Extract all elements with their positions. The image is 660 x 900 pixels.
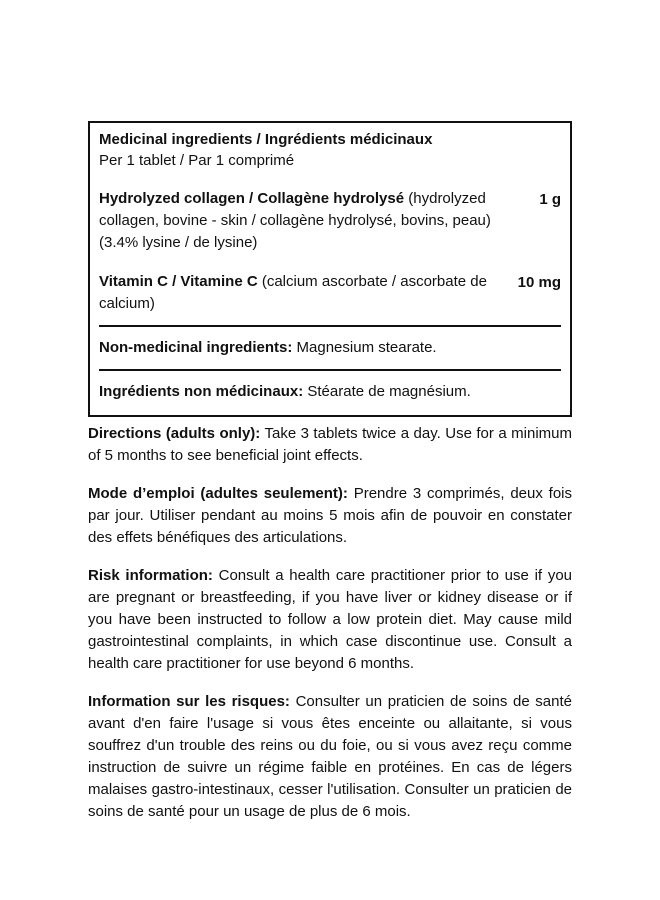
- medicinal-ingredients-panel: [88, 121, 572, 417]
- ingredient-detail: (calcium ascorbate / ascorbate de calcium): [99, 273, 487, 312]
- non-medicinal-fr: [99, 381, 561, 403]
- divider: [99, 369, 561, 371]
- section-text: Prendre 3 comprimés, deux fois par jour. Utiliser pendant au moins 5 mois afin de pouvoir en constater des effets bénéfiques des articulations.: [88, 485, 572, 546]
- section-text: Consult a health care practitioner prior to use if you are pregnant or breastfeeding, if you have liver or kidney disease or if you have been instructed to follow a low protein diet. May cause mild gastrointestinal complaints, in which case discontinue use. Consult a health care practitioner for use beyond 6 months.: [88, 567, 573, 672]
- label-content: [88, 121, 572, 823]
- risk-information-fr-paragraph: [88, 691, 572, 823]
- ingredient-amount: 10 mg: [517, 274, 561, 291]
- ingredient-row-collagen: [99, 188, 561, 254]
- non-medicinal-en: [99, 337, 561, 359]
- panel-title: Medicinal ingredients / Ingrédients médicinaux: [99, 131, 433, 148]
- ingredient-name: Hydrolyzed collagen / Collagène hydrolysé: [99, 190, 405, 207]
- non-medicinal-fr-text: Stéarate de magnésium.: [303, 383, 471, 400]
- section-label: Directions (adults only):: [88, 425, 261, 442]
- section-label: Risk information:: [88, 567, 213, 584]
- ingredient-description: [99, 188, 499, 254]
- section-text: Take 3 tablets twice a day. Use for a minimum of 5 months to see beneficial joint effects.: [88, 425, 572, 464]
- ingredient-name: Vitamin C / Vitamine C: [99, 273, 258, 290]
- non-medicinal-fr-label: Ingrédients non médicinaux:: [99, 383, 304, 400]
- risk-information-en-paragraph: [88, 565, 572, 675]
- ingredient-description: [99, 271, 499, 315]
- label-directions-and-risks: [88, 423, 572, 823]
- ingredient-amount: 1 g: [539, 191, 561, 208]
- directions-en-paragraph: [88, 423, 572, 467]
- section-label: Information sur les risques:: [88, 693, 290, 710]
- divider: [99, 325, 561, 327]
- serving-size: Per 1 tablet / Par 1 comprimé: [99, 152, 295, 169]
- ingredient-detail: (hydrolyzed collagen, bovine - skin / collagène hydrolysé, bovins, peau) (3.4% lysine / de lysine): [99, 190, 491, 251]
- ingredient-row-vitamin-c: [99, 271, 561, 315]
- non-medicinal-en-text: Magnesium stearate.: [292, 339, 437, 356]
- section-label: Mode d’emploi (adultes seulement):: [88, 485, 348, 502]
- non-medicinal-en-label: Non-medicinal ingredients:: [99, 339, 293, 356]
- directions-fr-paragraph: [88, 483, 572, 549]
- section-text: Consulter un praticien de soins de santé avant d'en faire l'usage si vous êtes enceinte ou allaitante, si vous souffrez d'un trouble des reins ou du foie, ou si vous avez reçu comme instruction de suivre un régime faible en protéines. En cas de légers malaises gastro-intestinaux, cesser l'utilisation. Consulter un praticien de soins de santé pour un usage de plus de 6 mois.: [88, 693, 572, 820]
